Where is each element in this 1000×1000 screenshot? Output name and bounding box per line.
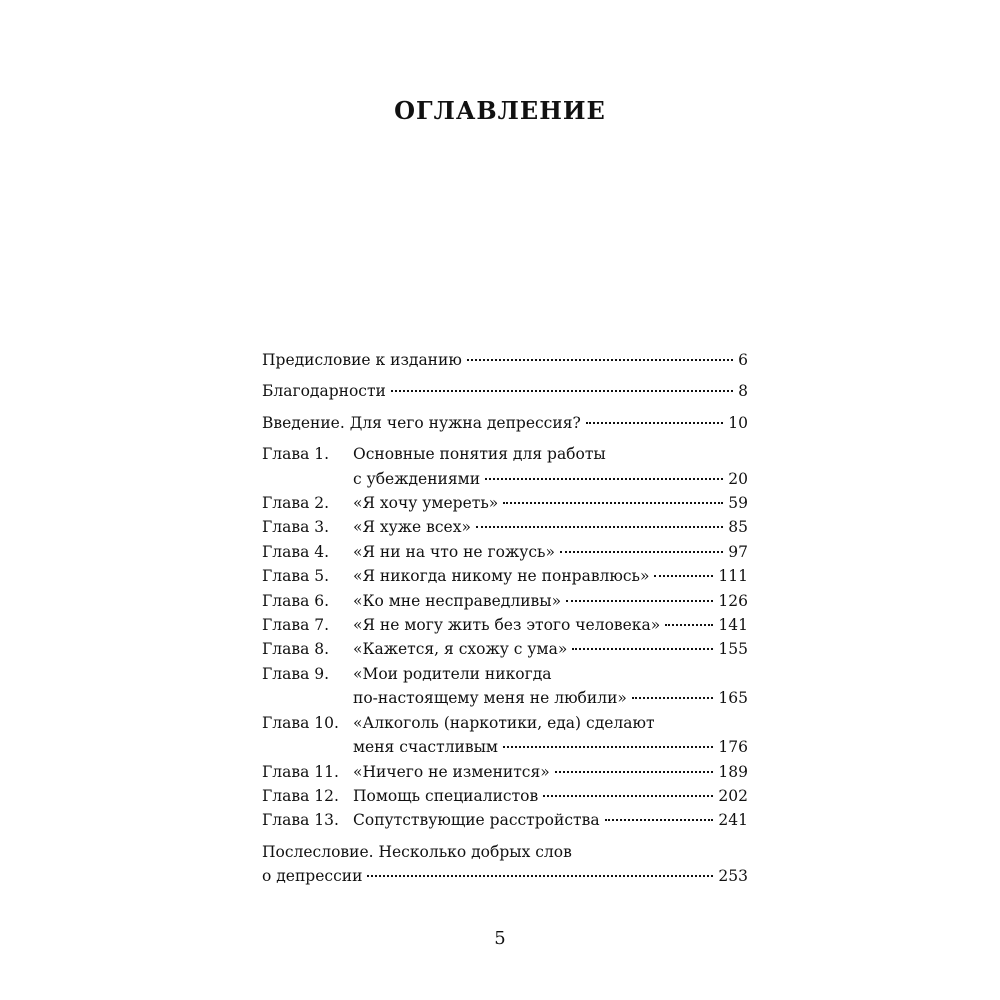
dot-leader bbox=[467, 359, 733, 361]
toc-page-number: 20 bbox=[728, 469, 748, 488]
chapter-label: Глава 10. bbox=[262, 713, 339, 732]
toc-entry-afterword[interactable] bbox=[262, 840, 748, 889]
toc-entry-title-continued: меня счастливым bbox=[353, 738, 498, 757]
toc-entry-chapter-10[interactable] bbox=[262, 711, 748, 760]
dot-leader bbox=[586, 422, 723, 424]
toc-page-number: 165 bbox=[718, 689, 748, 708]
toc-entry-title: «Мои родители никогда bbox=[353, 664, 552, 683]
chapter-label: Глава 11. bbox=[262, 762, 339, 781]
toc-entry-title: Благодарности bbox=[262, 382, 386, 401]
toc-page-number: 176 bbox=[718, 738, 748, 757]
toc-entry-title-continued: с убеждениями bbox=[353, 469, 481, 488]
chapter-label: Глава 9. bbox=[262, 664, 330, 683]
dot-leader bbox=[555, 771, 714, 773]
toc-page-number: 59 bbox=[728, 494, 748, 513]
chapter-label: Глава 5. bbox=[262, 567, 330, 586]
toc-entry-title: «Ко мне несправедливы» bbox=[353, 591, 562, 610]
dot-leader bbox=[391, 390, 733, 392]
toc-entry-title: Сопутствующие расстройства bbox=[353, 811, 600, 830]
page-number: 5 bbox=[494, 928, 506, 949]
toc-page-number: 85 bbox=[728, 518, 748, 537]
toc-page-number: 253 bbox=[718, 867, 748, 886]
chapter-label: Глава 7. bbox=[262, 616, 330, 635]
toc-entry-chapter-3[interactable] bbox=[262, 515, 748, 539]
chapter-label: Глава 1. bbox=[262, 445, 330, 464]
toc-page-number: 97 bbox=[728, 542, 748, 561]
toc-page-number: 155 bbox=[718, 640, 748, 659]
toc-entry-introduction[interactable] bbox=[262, 411, 748, 435]
dot-leader bbox=[665, 624, 713, 626]
dot-leader bbox=[560, 551, 723, 553]
toc-entry-title: «Ничего не изменится» bbox=[353, 762, 550, 781]
toc-entry-chapter-5[interactable] bbox=[262, 564, 748, 588]
chapter-label: Глава 2. bbox=[262, 494, 330, 513]
toc-page-number: 141 bbox=[718, 616, 748, 635]
dot-leader bbox=[572, 648, 713, 650]
toc-entry-title-continued: по-настоящему меня не любили» bbox=[353, 689, 627, 708]
chapter-label: Глава 12. bbox=[262, 786, 339, 805]
toc-page-number: 241 bbox=[718, 811, 748, 830]
toc-entry-chapter-7[interactable] bbox=[262, 613, 748, 637]
toc-entry-title-continued: о депрессии bbox=[262, 867, 363, 886]
toc-entry-chapter-8[interactable] bbox=[262, 637, 748, 661]
dot-leader bbox=[543, 795, 713, 797]
toc-page-number: 202 bbox=[718, 786, 748, 805]
toc-entry-chapter-11[interactable] bbox=[262, 760, 748, 784]
toc-entry-title: «Я хочу умереть» bbox=[353, 494, 499, 513]
toc-page-number: 10 bbox=[728, 413, 748, 432]
toc-entry-title: Послесловие. Несколько добрых слов bbox=[262, 842, 572, 861]
dot-leader bbox=[566, 600, 713, 602]
toc-entry-chapter-4[interactable] bbox=[262, 540, 748, 564]
toc-entry-title: «Кажется, я схожу с ума» bbox=[353, 640, 568, 659]
toc-entry-chapter-9[interactable] bbox=[262, 662, 748, 711]
toc-entry-chapter-13[interactable] bbox=[262, 808, 748, 832]
chapter-label: Глава 6. bbox=[262, 591, 330, 610]
toc-entry-chapter-6[interactable] bbox=[262, 589, 748, 613]
dot-leader bbox=[503, 746, 713, 748]
chapter-label: Глава 13. bbox=[262, 811, 339, 830]
dot-leader bbox=[503, 502, 723, 504]
toc-entry-title: Основные понятия для работы bbox=[353, 445, 606, 464]
toc-entry-title: «Я не могу жить без этого человека» bbox=[353, 616, 661, 635]
toc-entry-acknowledgements[interactable] bbox=[262, 379, 748, 403]
dot-leader bbox=[485, 478, 723, 480]
dot-leader bbox=[605, 819, 714, 821]
dot-leader bbox=[632, 697, 714, 699]
toc-page-number: 126 bbox=[718, 591, 748, 610]
toc-entry-chapter-12[interactable] bbox=[262, 784, 748, 808]
dot-leader bbox=[476, 526, 723, 528]
toc-entry-title: «Я никогда никому не понравлюсь» bbox=[353, 567, 650, 586]
toc-entry-preface[interactable] bbox=[262, 348, 748, 372]
toc-entry-title: «Алкоголь (наркотики, еда) сделают bbox=[353, 713, 655, 732]
toc-page-number: 6 bbox=[738, 351, 748, 369]
table-of-contents bbox=[262, 348, 748, 889]
toc-page-number: 8 bbox=[738, 382, 748, 401]
toc-entry-title: Предисловие к изданию bbox=[262, 351, 462, 369]
toc-entry-title: «Я ни на что не гожусь» bbox=[353, 542, 555, 561]
page-title: ОГЛАВЛЕНИЕ bbox=[394, 96, 606, 125]
toc-entry-title: Введение. Для чего нужна депрессия? bbox=[262, 413, 581, 432]
toc-page-number: 111 bbox=[718, 567, 748, 586]
dot-leader bbox=[367, 875, 713, 877]
toc-entry-title: Помощь специалистов bbox=[353, 786, 539, 805]
chapter-label: Глава 3. bbox=[262, 518, 330, 537]
toc-entry-chapter-1[interactable] bbox=[262, 442, 748, 491]
toc-entry-title: «Я хуже всех» bbox=[353, 518, 471, 537]
toc-entry-chapter-2[interactable] bbox=[262, 491, 748, 515]
dot-leader bbox=[654, 575, 713, 577]
chapter-label: Глава 8. bbox=[262, 640, 330, 659]
chapter-label: Глава 4. bbox=[262, 542, 330, 561]
toc-page-number: 189 bbox=[718, 762, 748, 781]
